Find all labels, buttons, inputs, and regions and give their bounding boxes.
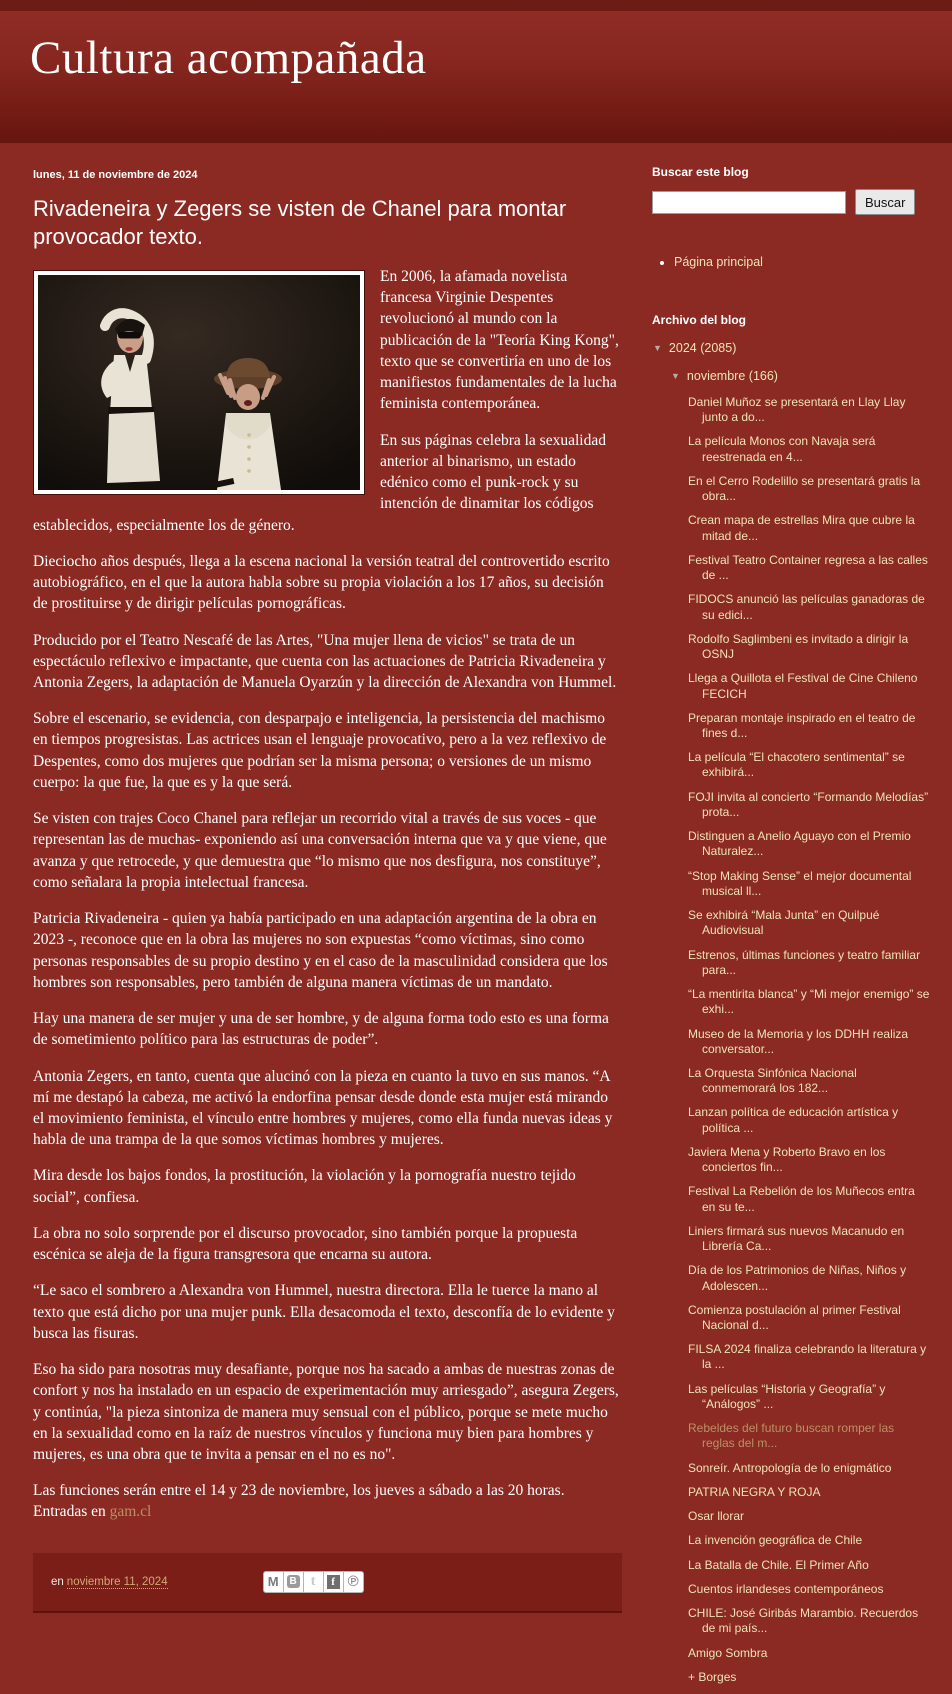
post-byline <box>51 1576 168 1588</box>
archive-post-link[interactable]: Las películas “Historia y Geografía” y “Análogos” ... <box>688 1381 886 1411</box>
post-date-header: lunes, 11 de noviembre de 2024 <box>33 169 198 181</box>
archive-post-link[interactable]: Comienza postulación al primer Festival Nacional d... <box>688 1302 901 1333</box>
archive-post-item <box>688 1646 930 1661</box>
archive-post-link[interactable]: Distinguen a Anelio Aguayo con el Premio Naturalez... <box>688 829 911 859</box>
share-buttons <box>263 1571 364 1593</box>
archive-post-link[interactable]: Festival Teatro Container regresa a las calles de ... <box>688 552 928 583</box>
post-paragraph: En 2006, la afamada novelista francesa Virginie Despentes revolucionó al mundo con la publicación de la "Teoría King Kong", texto que se convertiría en uno de los manifiestos fundamentales de la lucha feminista contemporánea. <box>380 268 619 413</box>
archive-post-item <box>688 1066 930 1096</box>
archive-post-item <box>688 474 930 504</box>
archive-year-link[interactable]: 2024 <box>668 341 697 355</box>
post-paragraph: Hay una manera de ser mujer y una de ser hombre, y de alguna forma todo esto es una forma de sometimiento político para las estructuras de poder”. <box>33 1010 609 1049</box>
blog-header <box>0 11 952 143</box>
post-paragraph: “Le saco el sombrero a Alexandra von Hummel, nuestra directora. Ella le tuerce la mano al texto que está dicho por una mujer punk. Ella desacomoda el texto, desconfía de lo evidente y busca las fisuras. <box>33 1282 615 1342</box>
collapse-year-icon[interactable]: ▼ <box>653 343 662 353</box>
archive-widget-title: Archivo del blog <box>652 313 747 327</box>
main-column <box>20 143 635 1694</box>
pages-widget <box>652 255 930 269</box>
post-footer <box>33 1553 622 1613</box>
archive-post-link[interactable]: “Stop Making Sense” el mejor documental musical ll... <box>688 868 912 898</box>
pages-item <box>674 255 930 269</box>
archive-year-row <box>653 341 930 355</box>
archive-post-link[interactable]: En el Cerro Rodelillo se presentará gratis la obra... <box>688 473 921 504</box>
archive-post-item <box>688 829 930 859</box>
archive-post-item <box>688 1670 930 1685</box>
archive-post-link[interactable]: La película “El chacotero sentimental” se exhibirá... <box>688 750 905 780</box>
archive-post-item <box>688 1263 930 1293</box>
post-paragraph: Patricia Rivadeneira - quien ya había participado en una adaptación argentina de la obra en 2023 -, reconoce que en la obra las mujeres no son expuestas “como víctimas, sino como personas responsables de su propio destino y en el caso de la masculinidad considera que los hombres son responsables, pero también de alguna manera víctimas de un mandato. <box>33 910 608 991</box>
archive-post-item <box>688 632 930 662</box>
collapse-month-icon[interactable]: ▼ <box>671 371 680 381</box>
archive-post-item <box>688 1421 930 1451</box>
archive-post-link[interactable]: Lanzan política de educación artística y política ... <box>688 1105 899 1135</box>
archive-post-item <box>688 948 930 978</box>
archive-post-item <box>688 790 930 820</box>
blogger-share-glyph: B <box>287 1575 300 1588</box>
twitter-share-glyph: t <box>310 1573 316 1589</box>
archive-post-item <box>688 592 930 622</box>
archive-post-item <box>688 987 930 1017</box>
home-page-link[interactable]: Página principal <box>674 255 763 269</box>
archive-year-count: (2085) <box>700 341 737 355</box>
archive-post-item <box>688 1558 930 1573</box>
email-share-glyph: M <box>267 1574 279 1590</box>
archive-post-link[interactable]: Cuentos irlandeses contemporáneos <box>688 1581 884 1596</box>
archive-post-link[interactable]: Rodolfo Saglimbeni es invitado a dirigir la OSNJ <box>688 631 909 662</box>
archive-post-link[interactable]: Sonreír. Antropología de lo enigmático <box>688 1460 892 1475</box>
sidebar <box>635 143 944 1694</box>
archive-post-item <box>688 513 930 543</box>
archive-post-link[interactable]: Crean mapa de estrellas Mira que cubre la mitad de... <box>688 513 915 543</box>
email-share-icon[interactable] <box>263 1571 284 1593</box>
archive-post-link[interactable]: FOJI invita al concierto “Formando Melodías” prota... <box>688 789 929 819</box>
archive-post-item <box>688 750 930 780</box>
archive-post-item <box>688 1461 930 1476</box>
closing-text: Las funciones serán entre el 14 y 23 de noviembre, los jueves a sábado a las 20 horas. Entradas en <box>33 1482 565 1521</box>
archive-post-item <box>688 908 930 938</box>
archive-post-link[interactable]: PATRIA NEGRA Y ROJA <box>688 1484 821 1499</box>
post-paragraph: En sus páginas celebra la sexualidad anterior al binarismo, un estado edénico como el punk-rock y su intención de dinamitar los códigos establecidos, especialmente los de género. <box>33 431 606 534</box>
archive-post-item <box>688 1382 930 1412</box>
archive-post-link[interactable]: Día de los Patrimonios de Niñas, Niños y Adolescen... <box>688 1263 907 1293</box>
archive-post-item <box>688 1606 930 1636</box>
post-paragraph: Producido por el Teatro Nescafé de las Artes, "Una mujer llena de vicios" se trata de un espectáculo reflexivo e impactante, que cuenta con las actuaciones de Patricia Rivadeneira y Antonia Zegers, la adaptación de Manuela Oyarzún y la dirección de Alexandra von Hummel. <box>33 631 617 691</box>
archive-post-list <box>652 395 930 1685</box>
archive-post-link[interactable]: FIDOCS anunció las películas ganadoras de su edici... <box>688 592 925 622</box>
archive-post-item <box>688 553 930 583</box>
facebook-share-icon[interactable] <box>324 1571 344 1593</box>
blogger-share-icon[interactable] <box>284 1571 304 1593</box>
pinterest-share-glyph: ℗ <box>347 1573 359 1591</box>
post-paragraph: Sobre el escenario, se evidencia, con desparpajo e inteligencia, la persistencia del machismo en tiempos progresistas. Las actrices usan el lenguaje provocativo, pero a la vez reflexivo de Despentes, como dos mujeres que podrían ser la misma persona; o versiones de un mismo cuerpo: la que fue, la que es y la que será. <box>33 710 607 791</box>
facebook-share-glyph: f <box>327 1575 340 1589</box>
archive-post-item <box>688 1533 930 1548</box>
archive-post-item <box>688 1184 930 1214</box>
post-body <box>33 266 622 1523</box>
blog-title[interactable]: Cultura acompañada <box>30 32 427 84</box>
archive-post-link[interactable]: Festival La Rebelión de los Muñecos entra en su te... <box>688 1184 915 1214</box>
archive-post-link[interactable]: La película Monos con Navaja será reestrenada en 4... <box>688 434 876 464</box>
archive-post-item <box>688 395 930 425</box>
blogger-navbar-strip <box>0 0 952 11</box>
byline-prefix: en <box>51 1575 64 1588</box>
archive-post-link[interactable]: Javiera Mena y Roberto Bravo en los conciertos fin... <box>688 1144 886 1175</box>
search-button[interactable]: Buscar <box>855 189 915 215</box>
archive-post-link[interactable]: Museo de la Memoria y los DDHH realiza conversator... <box>688 1026 909 1056</box>
archive-post-link[interactable]: Rebeldes del futuro buscan romper las reglas del m... <box>688 1421 895 1451</box>
post-title[interactable]: Rivadeneira y Zegers se visten de Chanel para montar provocador texto. <box>33 196 567 249</box>
content-area <box>0 143 952 1694</box>
archive-post-link[interactable]: La invención geográfica de Chile <box>688 1533 863 1548</box>
archive-month-count: (166) <box>748 369 778 383</box>
archive-post-link[interactable]: La Batalla de Chile. El Primer Año <box>688 1557 869 1572</box>
archive-post-link[interactable]: + Borges <box>688 1669 737 1684</box>
post-paragraph: Eso ha sido para nosotras muy desafiante, porque nos ha sacado a ambas de nuestras zonas de confort y nos ha instalado en un espacio de experimentación muy arriesgado”, asegura Zegers, y continúa, "la pieza sintoniza de manera muy sensual con el público, porque se mete mucho en la sexualidad como en la raíz de nuestros vínculos y funciona muy bien para hombres y mujeres, es una obra que te invita a pensar en el no es no". <box>33 1361 619 1464</box>
post-paragraph: Mira desde los bajos fondos, la prostitución, la violación y la pornografía nuestro tejido social”, confiesa. <box>33 1167 576 1206</box>
search-widget <box>652 165 930 215</box>
archive-post-link[interactable]: Se exhibirá “Mala Junta” en Quilpué Audiovisual <box>688 908 880 938</box>
archive-post-item <box>688 1027 930 1057</box>
archive-post-link[interactable]: “La mentirita blanca” y “Mi mejor enemigo” se exhi... <box>688 987 930 1017</box>
archive-post-item <box>688 711 930 741</box>
archive-post-link[interactable]: La Orquesta Sinfónica Nacional conmemorará los 182... <box>688 1065 857 1096</box>
post-photo[interactable] <box>33 270 365 495</box>
pinterest-share-icon[interactable] <box>344 1571 364 1593</box>
search-widget-title: Buscar este blog <box>652 165 749 179</box>
archive-month-link[interactable]: noviembre <box>686 369 746 383</box>
archive-post-link[interactable]: Liniers firmará sus nuevos Macanudo en Librería Ca... <box>688 1223 905 1254</box>
archive-post-link[interactable]: Llega a Quillota el Festival de Cine Chileno FECICH <box>688 671 918 701</box>
archive-post-item <box>688 1582 930 1597</box>
search-row <box>652 189 930 215</box>
post-paragraph: Dieciocho años después, llega a la escena nacional la versión teatral del controvertido escrito autobiográfico, en el que la autora habla sobre su propia violación a los 17 años, su decisión de prostituirse y de dirigir películas pornográficas. <box>33 552 610 613</box>
archive-month-row <box>671 369 930 383</box>
post-permalink[interactable]: noviembre 11, 2024 <box>66 1575 168 1588</box>
archive-post-link[interactable]: Osar llorar <box>688 1509 745 1524</box>
archive-post-item <box>688 1303 930 1333</box>
archive-post-item <box>688 1145 930 1175</box>
archive-post-item <box>688 869 930 899</box>
post-paragraph: La obra no solo sorprende por el discurso provocador, sino también porque la propuesta escénica se aleja de la figura transgresora que encarna su autora. <box>33 1224 578 1264</box>
post-photo-illustration <box>38 275 360 490</box>
archive-widget <box>652 313 930 1685</box>
twitter-share-icon[interactable] <box>304 1571 324 1593</box>
archive-post-item <box>688 1509 930 1524</box>
archive-post-item <box>688 1485 930 1500</box>
archive-post-item <box>688 434 930 464</box>
post-paragraph: Antonia Zegers, en tanto, cuenta que alucinó con la pieza en cuanto la tuvo en sus manos. “A mí me destapó la cabeza, me activó la endorfina pensar desde donde esta mujer está mirando el movimiento feminista, el vínculo entre hombres y mujeres, como ella funda nuevas ideas y habla de una trampa de la que somos víctimas hombres y mujeres. <box>33 1067 613 1149</box>
archive-post-item <box>688 1224 930 1254</box>
archive-post-link[interactable]: FILSA 2024 finaliza celebrando la literatura y la ... <box>688 1342 927 1372</box>
post-closing-paragraph <box>33 1480 622 1522</box>
archive-post-item <box>688 1105 930 1135</box>
archive-post-link[interactable]: Daniel Muñoz se presentará en Llay Llay junto a do... <box>688 395 906 425</box>
archive-post-link[interactable]: CHILE: José Giribás Marambio. Recuerdos de mi país... <box>688 1606 919 1636</box>
archive-post-link[interactable]: Amigo Sombra <box>688 1645 768 1660</box>
archive-post-item <box>688 1342 930 1372</box>
tickets-link[interactable]: gam.cl <box>109 1503 152 1521</box>
archive-post-link[interactable]: Estrenos, últimas funciones y teatro familiar para... <box>688 947 921 977</box>
archive-post-link[interactable]: Preparan montaje inspirado en el teatro de fines d... <box>688 710 916 740</box>
post-paragraph: Se visten con trajes Coco Chanel para reflejar un recorrido vital a través de sus voces - que representan las de muchas- exponiendo así una conversación interna que va y que viene, que avanza y que retrocede, y que demuestra que “lo mismo que nos desfigura, nos constituye”, como señalara la propia intelectual francesa. <box>33 810 607 891</box>
archive-post-item <box>688 671 930 701</box>
search-input[interactable] <box>652 191 846 214</box>
